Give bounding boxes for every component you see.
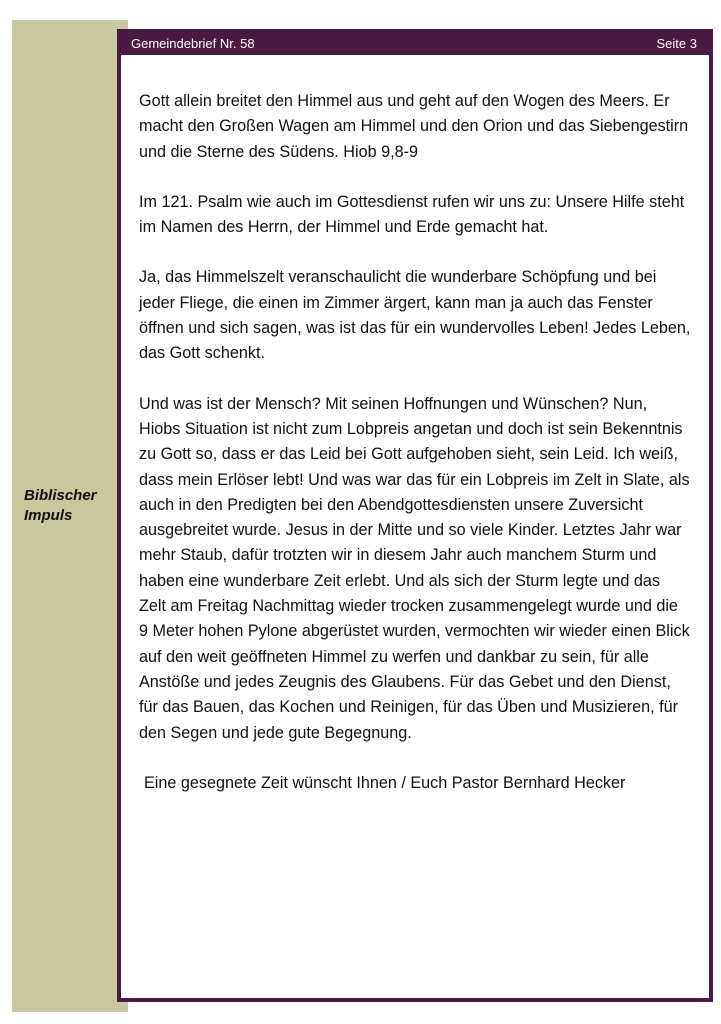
paragraph-3: Ja, das Himmelszelt veranschaulicht die wunderbare Schöpfung und bei jeder Fliege, die einen im Zimmer ärgert, kann man ja auch das Fenster öffnen und sich sagen, was ist das für ein wundervolles Leben! Jedes Leben, das Gott schenkt. xyxy=(139,268,691,363)
paragraph-2: Im 121. Psalm wie auch im Gottesdienst rufen wir uns zu: Unsere Hilfe steht im Namen des Herrn, der Himmel und Erde gemacht hat. xyxy=(139,192,685,237)
section-label xyxy=(24,486,124,526)
paragraph-4: Und was ist der Mensch? Mit seinen Hoffnungen und Wünschen? Nun, Hiobs Situation ist nicht zum Lobpreis angetan und doch ist sein Bekenntnis zu Gott so, dass er das Leid bei Gott aufgehoben sieht, sein Leid. Ich weiß, dass mein Erlöser lebt! Und was war das für ein Lobpreis im Zelt in Slate, als auch in den Predigten bei den Abendgottesdiensten unsere Zuversicht ausgebreitet wurde. Jesus in der Mitte und so viele Kinder. Letztes Jahr war mehr Staub, dafür trotzten wir in diesem Jahr auch manchem Sturm und haben eine wunderbare Zeit erlebt. Und als sich der Sturm legte und das Zelt am Freitag Nachmittag wieder trocken zusammengelegt wurde und die 9 Meter hohen Pylone abgerüstet wurden, vermochten wir wieder einen Blick auf den weit geöffneten Himmel zu werfen und dankbar zu sein, für alle Anstöße und jedes Zeugnis des Glaubens. Für das Gebet und den Dienst, für das Bauen, das Kochen und Reinigen, für das Üben und Musizieren, für den Segen und jede gute Begegnung. xyxy=(139,394,690,742)
page-header xyxy=(121,33,709,55)
section-label-line2: Impuls xyxy=(24,507,73,524)
signature: Eine gesegnete Zeit wünscht Ihnen / Euch Pastor Bernhard Hecker xyxy=(144,773,626,792)
section-label-line1: Biblischer xyxy=(24,487,97,504)
paragraph-1: Gott allein breitet den Himmel aus und geht auf den Wogen des Meers. Er macht den Großen Wagen am Himmel und den Orion und das Siebengestirn und die Sterne des Südens. Hiob 9,8-9 xyxy=(139,92,689,161)
newsletter-title: Gemeindebrief Nr. 58 xyxy=(131,36,255,51)
article-body xyxy=(139,89,691,796)
page-frame xyxy=(117,29,713,1002)
page-number: Seite 3 xyxy=(656,36,697,51)
